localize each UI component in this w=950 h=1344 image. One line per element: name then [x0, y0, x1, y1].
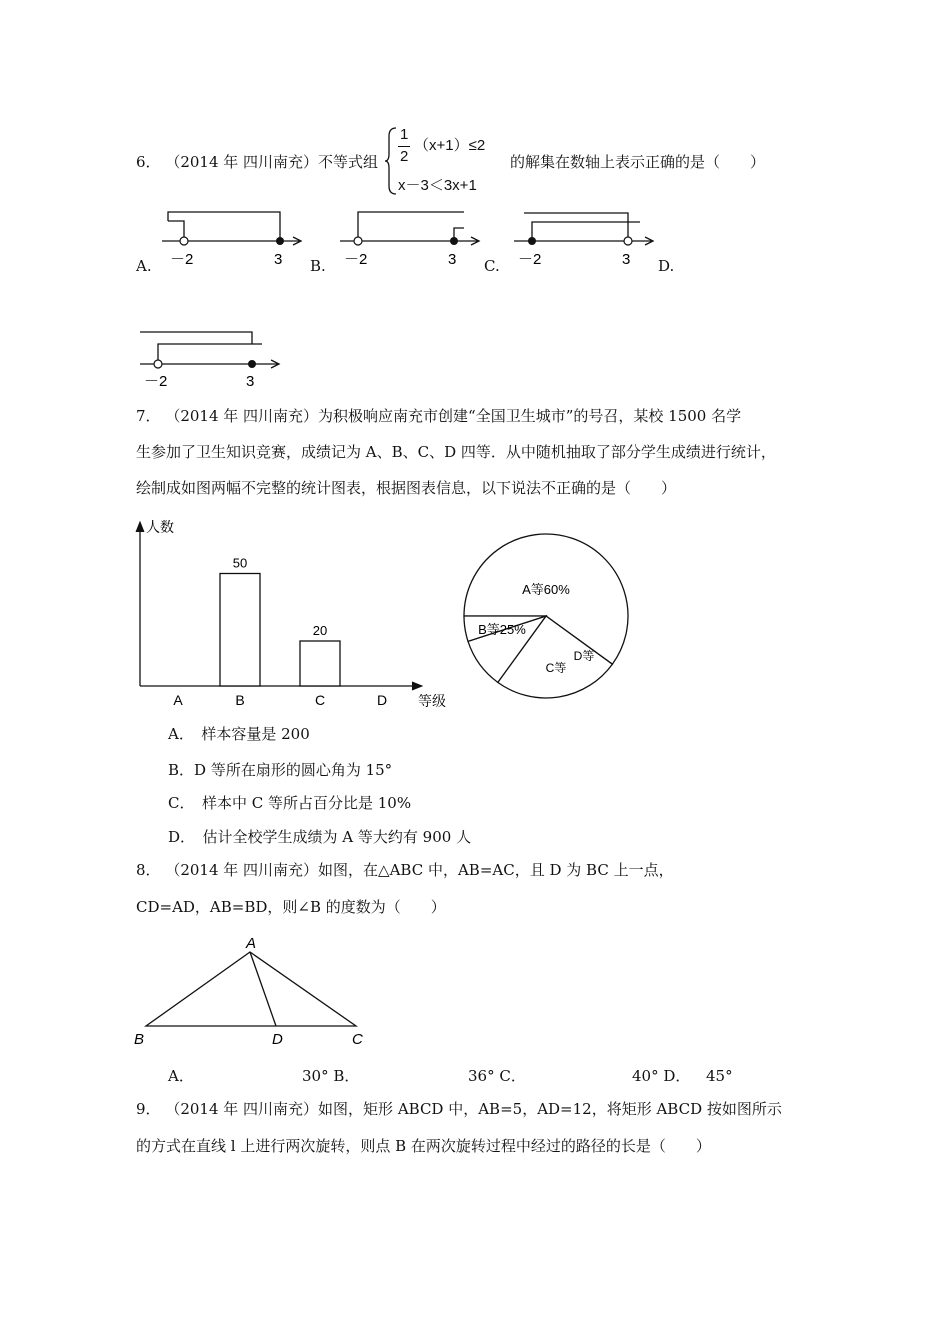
q6-number: 6． — [136, 153, 161, 171]
bar-b-value-label: 50 — [232, 555, 248, 571]
q8-source: （2014 年 四川南充） — [165, 861, 319, 879]
bar-c-value-label: 20 — [312, 623, 328, 638]
q7-number: 7． — [136, 407, 161, 425]
bar-c — [300, 641, 340, 686]
q8-number: 8． — [136, 861, 161, 879]
q7-option-c[interactable]: C． 样本中 C 等所占百分比是 10% — [168, 794, 412, 812]
q8-line1 — [136, 860, 674, 880]
q6-stem — [136, 152, 378, 172]
q8-option-d[interactable]: 40° D． — [632, 1067, 691, 1085]
bar-chart-ylabel: 人数 — [146, 519, 174, 535]
bar-chart-y-arrow — [136, 522, 144, 532]
pie-label-2: C等 — [545, 661, 567, 675]
number-line-d — [138, 328, 288, 388]
vertex-a-label: A — [246, 935, 257, 952]
q7-line1 — [136, 406, 741, 426]
bar-chart-x-arrow — [412, 682, 422, 690]
q7-option-d[interactable]: D． 估计全校学生成绩为 A 等大约有 900 人 — [168, 828, 472, 846]
number-line-b-tick-left: －2 — [344, 251, 368, 268]
q6-system-brace — [384, 126, 398, 196]
pie-label-1: B等25% — [478, 622, 526, 637]
vertex-b-label: B — [134, 1031, 145, 1048]
q9-line2: 的方式在直线 l 上进行两次旋转，则点 B 在两次旋转过程中经过的路径的长是（ ） — [136, 1137, 711, 1155]
q9-source: （2014 年 四川南充） — [165, 1100, 319, 1118]
q8-option-c[interactable]: 36° C． — [468, 1067, 526, 1085]
bar-chart-tick-d: D — [376, 692, 388, 708]
bar-chart-tick-a: A — [173, 692, 183, 708]
bar-chart-tick-b: B — [235, 692, 245, 708]
number-line-c-tick-right: 3 — [622, 251, 631, 268]
point-d-label: D — [272, 1031, 283, 1048]
q8-option-b[interactable]: 30° B． — [302, 1067, 360, 1085]
q9-number: 9． — [136, 1100, 161, 1118]
number-line-d-tick-left: －2 — [144, 373, 168, 390]
q7-line3: 绘制成如图两幅不完整的统计图表，根据图表信息，以下说法不正确的是（ ） — [136, 479, 677, 497]
q6-source: （2014 年 四川南充） — [165, 153, 319, 171]
q6-option-d[interactable]: D. — [658, 257, 675, 275]
number-line-b-tick-right: 3 — [448, 251, 457, 268]
number-line-b — [338, 208, 488, 268]
number-line-a — [160, 208, 310, 268]
q8-option-a[interactable]: A． — [168, 1067, 194, 1085]
triangle-abc — [146, 952, 356, 1026]
q9-text1: 如图，矩形 ABCD 中，AB=5，AD=12，将矩形 ABCD 按如图所示 — [318, 1100, 782, 1118]
number-line-c — [512, 208, 662, 268]
q6-option-a[interactable]: A. — [136, 257, 152, 275]
number-line-a-tick-right: 3 — [274, 251, 283, 268]
number-line-c-tick-left: －2 — [518, 251, 542, 268]
bar-chart-tick-c: C — [314, 692, 326, 708]
q9-line1 — [136, 1099, 782, 1119]
q6-frac-den: 2 — [400, 148, 409, 165]
bar-chart-xlabel: 等级 — [418, 693, 446, 709]
q7-text1: 为积极响应南充市创建“全国卫生城市”的号召，某校 1500 名学 — [318, 407, 742, 425]
q8-option-d-value[interactable]: 45° — [706, 1067, 733, 1085]
q6-frac-bar — [398, 146, 410, 147]
q6-ineq1: （x+1）≤2 — [414, 137, 486, 154]
pie-label-0: A等60% — [522, 582, 570, 597]
q6-stem-post: 的解集在数轴上表示正确的是（ ） — [510, 153, 766, 171]
number-line-d-tick-right: 3 — [246, 373, 255, 390]
q6-option-c[interactable]: C. — [484, 257, 500, 275]
pie-chart — [456, 526, 636, 706]
vertex-c-label: C — [352, 1031, 363, 1048]
number-line-a-tick-left: －2 — [170, 251, 194, 268]
q7-line2: 生参加了卫生知识竞赛，成绩记为 A、B、C、D 四等．从中随机抽取了部分学生成绩进行统计， — [136, 443, 776, 461]
triangle-diagram — [130, 932, 380, 1052]
q7-source: （2014 年 四川南充） — [165, 407, 319, 425]
q6-option-b[interactable]: B. — [310, 257, 326, 275]
q8-text1: 如图，在△ABC 中，AB=AC，且 D 为 BC 上一点， — [318, 861, 674, 879]
pie-label-3: D等 — [573, 649, 595, 663]
q7-option-b[interactable]: B．D 等所在扇形的圆心角为 15° — [168, 761, 393, 779]
q8-line2: CD=AD，AB=BD，则∠B 的度数为（ ） — [136, 898, 446, 916]
bar-chart — [130, 512, 450, 712]
segment-ad — [250, 952, 276, 1026]
bar-b — [220, 574, 260, 687]
q6-frac-num: 1 — [400, 126, 409, 143]
q6-ineq2: x－3＜3x+1 — [398, 177, 477, 194]
q7-option-a[interactable]: A． 样本容量是 200 — [168, 725, 310, 743]
q6-stem-pre: 不等式组 — [318, 153, 379, 171]
